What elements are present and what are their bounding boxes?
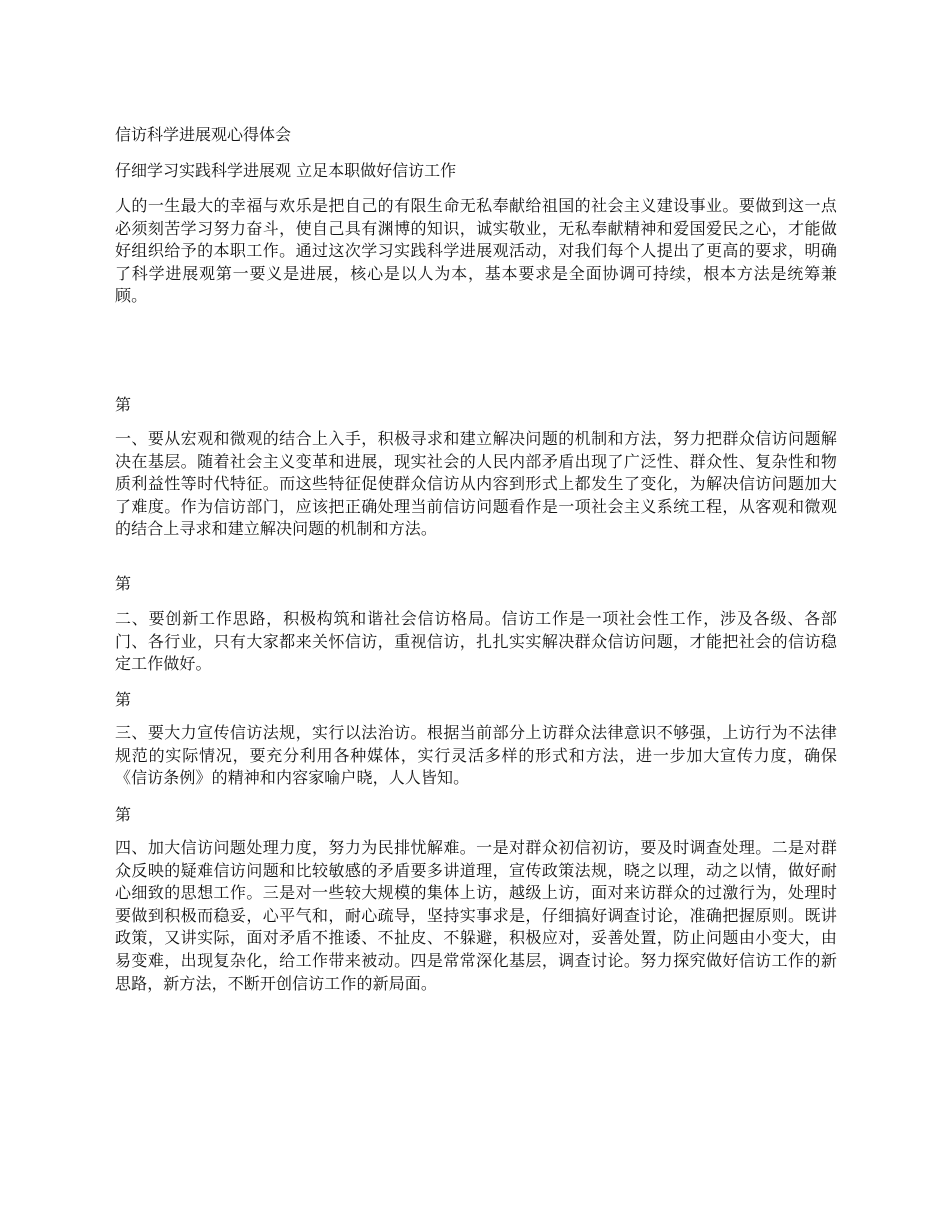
section-marker: 第 [115, 805, 132, 824]
section-marker: 第 [115, 395, 132, 414]
section-paragraph: 四、加大信访问题处理力度，努力为民排忧解难。一是对群众初信初访，要及时调查处理。二是对群众反映的疑难信访问题和比较敏感的矛盾要多讲道理，宣传政策法规，晓之以理，动之以情，做好耐心细致的思想工作。三是对一些较大规模的集体上访，越级上访，面对来访群众的过激行为，处理时要做到积极而稳妥，心平气和，耐心疏导，坚持实事求是，仔细搞好调查讨论，准确把握原则。既讲政策，又讲实际，面对矛盾不推诿、不扯皮、不躲避，积极应对，妥善处置，防止问题由小变大，由易变难，出现复杂化，给工作带来被动。四是常常深化基层，调查讨论。努力探究做好信访工作的新思路，新方法，不断开创信访工作的新局面。 [115, 838, 837, 993]
section-paragraph: 一、要从宏观和微观的结合上入手，积极寻求和建立解决问题的机制和方法，努力把群众信访问题解决在基层。随着社会主义变革和进展，现实社会的人民内部矛盾出现了广泛性、群众性、复杂性和物质利益性等时代特征。而这些特征促使群众信访从内容到形式上都发生了变化，为解决信访问题加大了难度。作为信访部门，应该把正确处理当前信访问题看作是一项社会主义系统工程，从客观和微观的结合上寻求和建立解决问题的机制和方法。 [115, 429, 837, 539]
section-paragraph: 三、要大力宣传信访法规，实行以法治访。根据当前部分上访群众法律意识不够强，上访行为不法律规范的实际情况，要充分利用各种媒体，实行灵活多样的形式和方法，进一步加大宣传力度，确保《信访条例》的精神和内容家喻户晓，人人皆知。 [115, 723, 837, 788]
document-title: 信访科学进展观心得体会 [115, 125, 292, 144]
section-paragraph: 二、要创新工作思路，积极构筑和谐社会信访格局。信访工作是一项社会性工作，涉及各级、各部门、各行业，只有大家都来关怀信访，重视信访，扎扎实实解决群众信访问题，才能把社会的信访稳定工作做好。 [115, 609, 837, 674]
intro-paragraph: 人的一生最大的幸福与欢乐是把自己的有限生命无私奉献给祖国的社会主义建设事业。要做到这一点必须刻苦学习努力奋斗，使自己具有渊博的知识，诚实敬业，无私奉献精神和爱国爱民之心，才能做好组织给予的本职工作。通过这次学习实践科学进展观活动，对我们每个人提出了更高的要求，明确了科学进展观第一要义是进展，核心是以人为本，基本要求是全面协调可持续，根本方法是统筹兼顾。 [115, 196, 837, 306]
section-marker: 第 [115, 574, 132, 593]
section-marker: 第 [115, 690, 132, 709]
document-subtitle: 仔细学习实践科学进展观 立足本职做好信访工作 [115, 161, 457, 180]
